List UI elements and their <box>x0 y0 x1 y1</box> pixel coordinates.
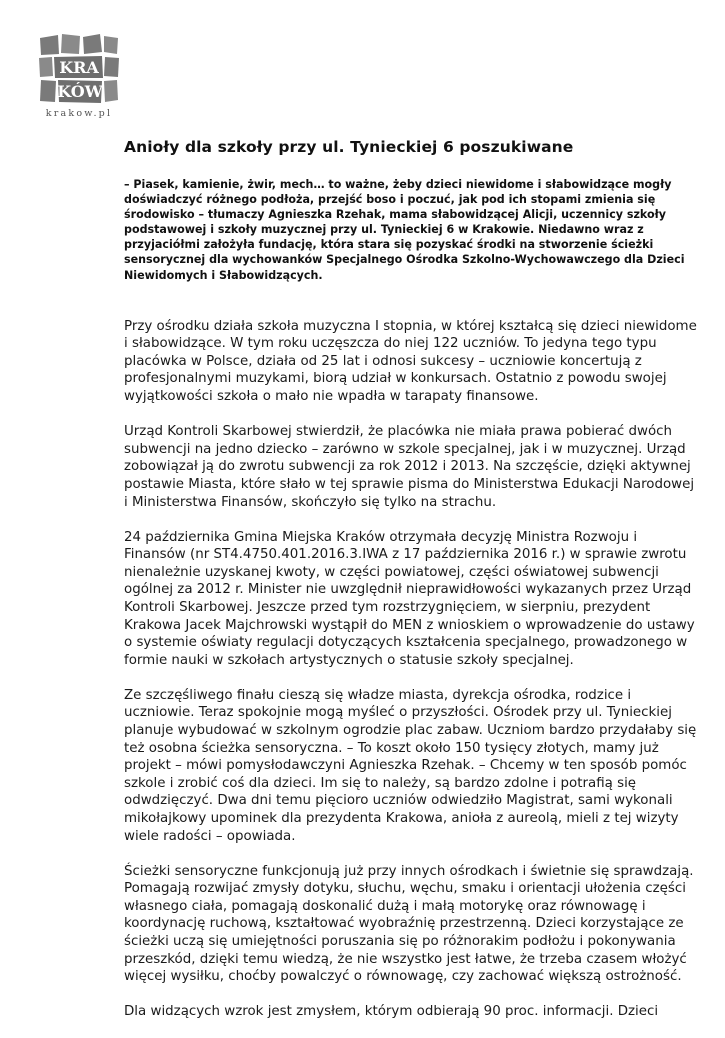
article-lead: – Piasek, kamienie, żwir, mech… to ważne, żeby dzieci niewidome i słabowidzące mogły doświadczyć różnego podłoża, przejść boso i poczuć, jak pod ich stopami zmienia się środowisko – tłumaczy Agnieszka Rzehak, mama słabowidzącej Alicji, uczennicy szkoły podstawowej i szkoły muzycznej przy ul. Tynieckiej 6 w Krakowie. Niedawno wraz z przyjaciółmi założyła fundację, która stara się pozyskać środki na stworzenie ścieżki sensorycznej dla wychowanków Specjalnego Ośrodka Szkolno-Wychowawczego dla Dzieci Niewidomych i Słabowidzących. <box>124 178 685 282</box>
article <box>124 137 702 1038</box>
article-paragraph-5: Ścieżki sensoryczne funkcjonują już przy innych ośrodkach i świetnie się sprawdzają. Pomagają rozwijać zmysły dotyku, słuchu, węchu, smaku i orientacji ułożenia części własnego ciała, pomagają doskonalić dużą i małą motorykę oraz równowagę i koordynację ruchową, kształtować wyobraźnię przestrzenną. Dzieci korzystające ze ścieżki uczą się umiejętności poruszania się po różnorakim podłożu i pokonywania przeszkód, dzięki temu wiedzą, że nie wszystko jest łatwe, że trzeba czasem włożyć więcej wysiłku, choćby powalczyć o równowagę, czy zachować większą ostrożność. <box>124 863 694 985</box>
article-title: Anioły dla szkoły przy ul. Tynieckiej 6 poszukiwane <box>124 138 574 156</box>
logo-url: krakow.pl <box>45 108 113 119</box>
article-paragraph-6: Dla widzących wzrok jest zmysłem, którym odbierają 90 proc. informacji. Dzieci <box>124 1004 659 1020</box>
krakow-logo <box>38 32 120 122</box>
article-paragraph-1: Przy ośrodku działa szkoła muzyczna I stopnia, w której kształcą się dzieci niewidome i słabowidzące. W tym roku uczęszcza do niej 122 uczniów. To jedyna tego typu placówka w Polsce, działa od 25 lat i odnosi sukcesy – uczniowie koncertują z profesjonalnymi muzykami, biorą udział w konkursach. Ostatnio z powodu swojej wyjątkowości szkoła o mało nie wpadła w tarapaty finansowe. <box>124 318 697 405</box>
article-paragraph-2: Urząd Kontroli Skarbowej stwierdził, że placówka nie miała prawa pobierać dwóch subwencji na jedno dziecko – zarówno w szkole specjalnej, jak i w muzycznej. Urząd zobowiązał ją do zwrotu subwencji za rok 2012 i 2013. Na szczęście, dzięki aktywnej postawie Miasta, które słało w tej sprawie pisma do Ministerstwa Edukacji Narodowej i Ministerstwa Finansów, skończyło się tylko na strachu. <box>124 424 695 510</box>
logo-text-line2: KÓW <box>57 82 103 101</box>
logo-text-line1: KRA <box>59 58 99 77</box>
article-paragraph-4: Ze szczęśliwego finału cieszą się władze miasta, dyrekcja ośrodka, rodzice i uczniowie. Teraz spokojnie mogą myśleć o przyszłości. Ośrodek przy ul. Tynieckiej planuje wybudować w szkolnym ogrodzie plac zabaw. Uczniom bardzo przydałaby się też osobna ścieżka sensoryczna. – To koszt około 150 tysięcy złotych, mamy już projekt – mówi pomysłodawczyni Agnieszka Rzehak. – Chcemy w ten sposób pomóc szkole i zrobić coś dla dzieci. Im się to należy, są bardzo zdolne i potrafią się odwdzięczyć. Dwa dni temu pięcioro uczniów odwiedziło Magistrat, sami wykonali mikołajkowy upominek dla prezydenta Krakowa, anioła z aureolą, mieli z tej wizyty wiele radości – opowiada. <box>124 687 697 844</box>
article-body <box>124 318 702 1021</box>
article-paragraph-3: 24 października Gmina Miejska Kraków otrzymała decyzję Ministra Rozwoju i Finansów (nr ST4.4750.401.2016.3.IWA z 17 października 2016 r.) w sprawie zwrotu nienależnie uzyskanej kwoty, w części powiatowej, części oświatowej subwencji ogólnej za 2012 r. Minister nie uwzględnił nieprawidłowości wykazanych przez Urząd Kontroli Skarbowej. Jeszcze przed tym rozstrzygnięciem, w sierpniu, prezydent Krakowa Jacek Majchrowski wystąpił do MEN z wnioskiem o wprowadzenie do ustawy o systemie oświaty regulacji dotyczących kształcenia specjalnego, prowadzonego w formie nauki w szkołach artystycznych o statusie szkoły specjalnej. <box>124 529 695 668</box>
krakow-logo-mark <box>38 32 120 106</box>
